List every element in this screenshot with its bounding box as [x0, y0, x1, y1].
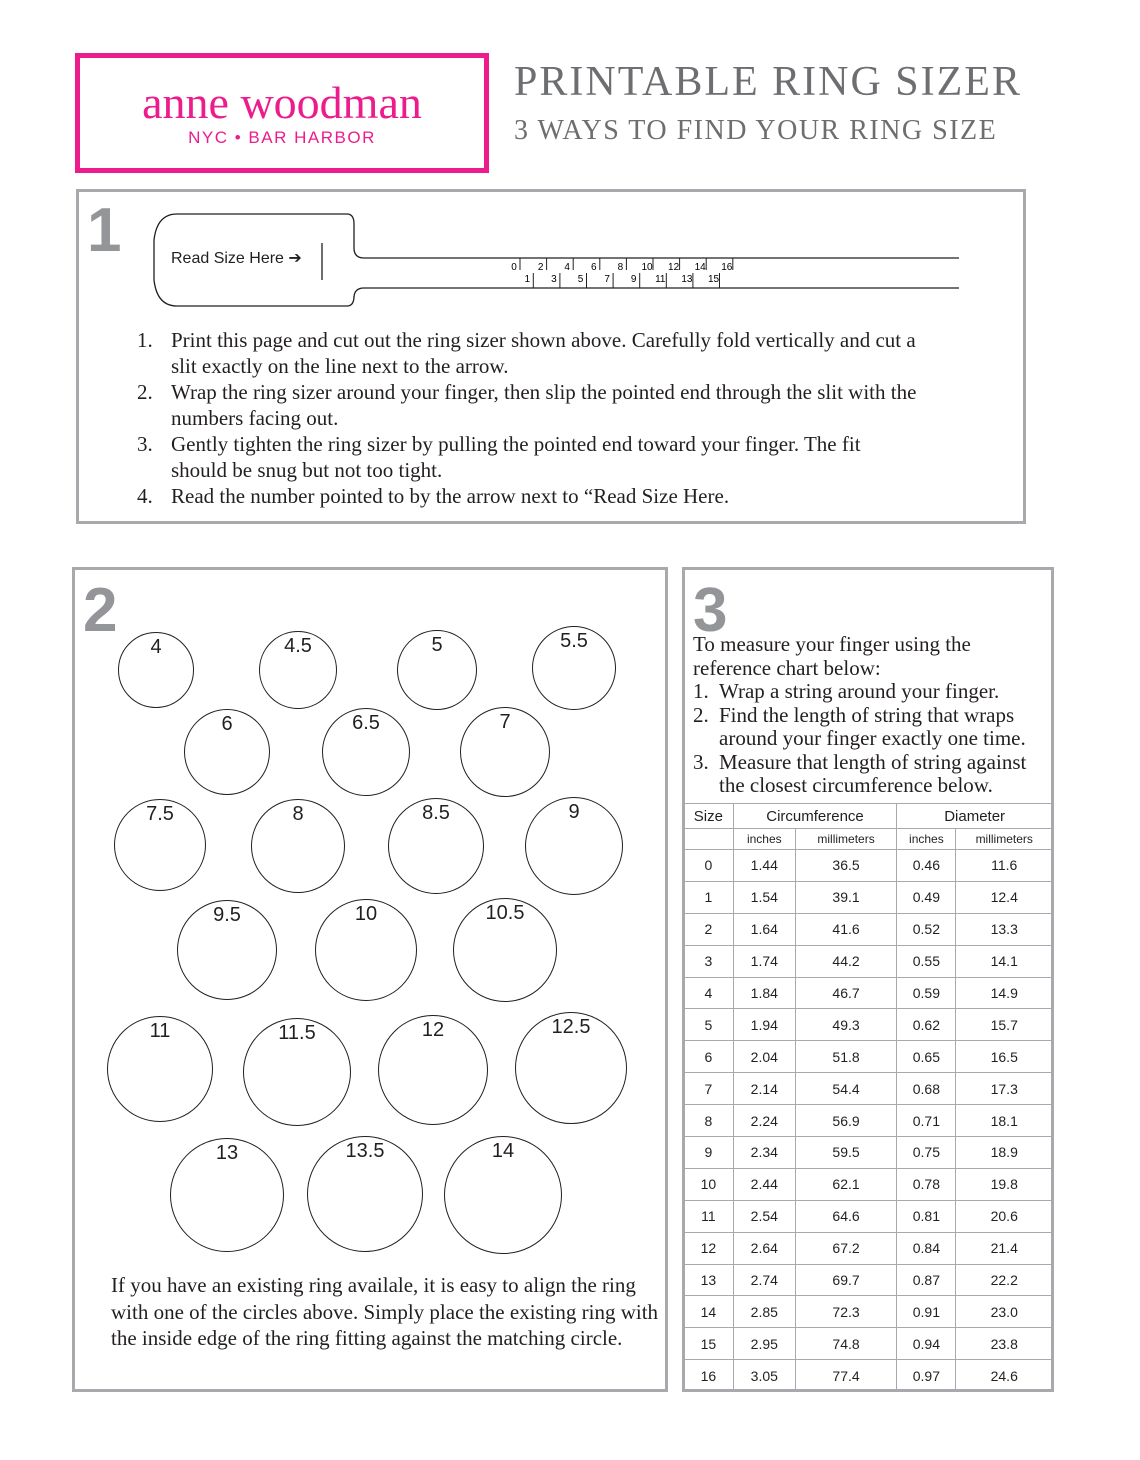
table-cell: 54.4: [795, 1073, 896, 1105]
table-cell: 19.8: [956, 1168, 1052, 1200]
ring-size-label: 11.5: [278, 1022, 316, 1044]
table-cell: 0.46: [897, 850, 956, 882]
table-cell: 16: [684, 1360, 733, 1392]
table-cell: 36.5: [795, 850, 896, 882]
table-cell: 62.1: [795, 1168, 896, 1200]
ring-size-label: 9.5: [213, 904, 241, 926]
table-cell: 15: [684, 1328, 733, 1360]
table-row: [684, 1360, 1052, 1392]
table-cell: 46.7: [795, 977, 896, 1009]
step-text: Gently tighten the ring sizer by pulling the pointed end toward your finger. The fit should be snug but not too tight.: [171, 432, 861, 482]
ring-size-label: 5.5: [560, 630, 588, 652]
ruler-label: 3: [551, 274, 557, 285]
table-row: [684, 1232, 1052, 1264]
ruler-label: 6: [591, 262, 597, 273]
ruler-label: 12: [668, 262, 680, 273]
table-row: [684, 1073, 1052, 1105]
table-cell: 67.2: [795, 1232, 896, 1264]
subheader: inches: [897, 829, 956, 850]
ruler-label: 1: [524, 274, 531, 285]
table-cell: 77.4: [795, 1360, 896, 1392]
section-1: [76, 189, 1026, 524]
table-cell: 16.5: [956, 1041, 1052, 1073]
section-number: 1: [87, 196, 122, 265]
table-cell: 2.44: [733, 1168, 795, 1200]
ruler-label: 0: [511, 262, 517, 273]
table-cell: 74.8: [795, 1328, 896, 1360]
table-cell: 1.94: [733, 1009, 795, 1041]
step-text: Measure that length of string against the closest circumference below.: [719, 749, 1027, 797]
step-number: 3.: [693, 749, 709, 774]
table-cell: 59.5: [795, 1137, 896, 1169]
table-cell: 23.8: [956, 1328, 1052, 1360]
table-cell: 8: [684, 1105, 733, 1137]
table-cell: 49.3: [795, 1009, 896, 1041]
instructions-list: [137, 327, 917, 509]
table-cell: 2.95: [733, 1328, 795, 1360]
table-cell: 64.6: [795, 1200, 896, 1232]
table-cell: 0.62: [897, 1009, 956, 1041]
ruler-label: 10: [641, 262, 653, 273]
ring-size-label: 13.5: [345, 1140, 385, 1162]
ring-size-label: 7: [499, 711, 511, 733]
page-subtitle: 3 WAYS TO FIND YOUR RING SIZE: [514, 115, 998, 146]
step-text: Find the length of string that wraps around your finger exactly one time.: [719, 702, 1026, 750]
section-number: 2: [83, 576, 118, 645]
table-cell: 10: [684, 1168, 733, 1200]
header-size: Size: [684, 804, 733, 829]
ring-size-label: 4: [150, 636, 162, 658]
step-number: 2.: [693, 702, 709, 727]
table-row: [684, 913, 1052, 945]
table-cell: 1: [684, 881, 733, 913]
ruler-label: 13: [681, 274, 693, 285]
table-cell: 1.64: [733, 913, 795, 945]
table-cell: 44.2: [795, 945, 896, 977]
table-cell: 2.24: [733, 1105, 795, 1137]
table-cell: 2.64: [733, 1232, 795, 1264]
list-item: [137, 379, 917, 431]
table-cell: 0.91: [897, 1296, 956, 1328]
table-cell: 18.1: [956, 1105, 1052, 1137]
table-cell: 0.68: [897, 1073, 956, 1105]
ruler-label: 4: [564, 262, 570, 273]
ring-size-label: 8.5: [422, 802, 450, 824]
ring-size-label: 12: [421, 1019, 445, 1041]
ring-size-label: 7.5: [146, 803, 174, 825]
table-cell: 0.97: [897, 1360, 956, 1392]
table-cell: 18.9: [956, 1137, 1052, 1169]
intro-text: To measure your finger using the reference chart below:: [693, 632, 971, 680]
table-cell: 0.75: [897, 1137, 956, 1169]
table-row: [684, 1296, 1052, 1328]
step-number: 4.: [137, 484, 153, 508]
table-row: [684, 1137, 1052, 1169]
ring-size-label: 11: [149, 1020, 171, 1042]
table-row: [684, 1009, 1052, 1041]
page-title: PRINTABLE RING SIZER: [514, 59, 1022, 105]
table-cell: 0.52: [897, 913, 956, 945]
header-circumference: Circumference: [733, 804, 897, 829]
table-cell: 11.6: [956, 850, 1052, 882]
table-cell: 41.6: [795, 913, 896, 945]
table-row: [684, 1168, 1052, 1200]
table-cell: 21.4: [956, 1232, 1052, 1264]
table-cell: 5: [684, 1009, 733, 1041]
subheader: millimeters: [956, 829, 1052, 850]
table-row: [684, 1328, 1052, 1360]
header-diameter: Diameter: [897, 804, 1052, 829]
table-cell: 2.74: [733, 1264, 795, 1296]
table-cell: 0.65: [897, 1041, 956, 1073]
subheader: inches: [733, 829, 795, 850]
table-cell: 2.04: [733, 1041, 795, 1073]
ring-size-label: 6.5: [352, 712, 380, 734]
ring-size-label: 14: [491, 1140, 515, 1162]
ring-size-label: 6: [221, 713, 233, 735]
ruler-label: 14: [694, 262, 706, 273]
table-cell: 2.54: [733, 1200, 795, 1232]
step-number: 2.: [137, 380, 153, 404]
list-item: [137, 431, 917, 483]
table-cell: 22.2: [956, 1264, 1052, 1296]
table-cell: 0.71: [897, 1105, 956, 1137]
table-cell: 1.84: [733, 977, 795, 1009]
ring-size-label: 13: [215, 1142, 239, 1164]
ruler-label: 7: [604, 274, 610, 285]
ruler-label: 2: [537, 262, 544, 273]
ruler-label: 5: [577, 274, 584, 285]
table-cell: 12: [684, 1232, 733, 1264]
table-cell: 14: [684, 1296, 733, 1328]
list-item: [137, 483, 917, 509]
table-cell: 0.94: [897, 1328, 956, 1360]
table-cell: 12.4: [956, 881, 1052, 913]
table-cell: 2.34: [733, 1137, 795, 1169]
table-cell: 0.81: [897, 1200, 956, 1232]
table-cell: 51.8: [795, 1041, 896, 1073]
ruler-label: 16: [721, 262, 733, 273]
ring-size-label: 4.5: [284, 635, 312, 657]
table-cell: 0.55: [897, 945, 956, 977]
table-cell: 0.49: [897, 881, 956, 913]
table-row: [684, 1105, 1052, 1137]
table-row: [684, 881, 1052, 913]
table-row: [684, 945, 1052, 977]
brand-tagline: NYC • BAR HARBOR: [188, 128, 376, 147]
arrow-right-icon: ➔: [288, 250, 302, 267]
subheader-blank: [684, 829, 733, 850]
table-cell: 7: [684, 1073, 733, 1105]
table-cell: 3.05: [733, 1360, 795, 1392]
table-cell: 24.6: [956, 1360, 1052, 1392]
ring-size-label: 5: [431, 634, 443, 656]
table-cell: 14.1: [956, 945, 1052, 977]
table-cell: 4: [684, 977, 733, 1009]
read-size-label: [171, 248, 302, 268]
table-row: [684, 850, 1052, 882]
brand-name: anne woodman: [142, 77, 422, 128]
table-cell: 69.7: [795, 1264, 896, 1296]
step-text: Read the number pointed to by the arrow next to “Read Size Here.: [171, 484, 730, 508]
circle-instructions: If you have an existing ring availale, it is easy to align the ring with one of the circles above. Simply place the existing ring with the inside edge of the ring fitting against the matching circle.: [111, 1273, 659, 1350]
size-chart-table: [684, 803, 1052, 1392]
table-row: [684, 1041, 1052, 1073]
table-cell: 13: [684, 1264, 733, 1296]
table-cell: 0.87: [897, 1264, 956, 1296]
table-cell: 56.9: [795, 1105, 896, 1137]
list-item: [693, 751, 1053, 798]
ruler-label: 8: [617, 262, 624, 273]
list-item: [137, 327, 917, 379]
table-cell: 72.3: [795, 1296, 896, 1328]
table-cell: 13.3: [956, 913, 1052, 945]
table-cell: 1.54: [733, 881, 795, 913]
list-item: [693, 704, 1053, 751]
table-row: [684, 977, 1052, 1009]
table-cell: 6: [684, 1041, 733, 1073]
table-cell: 39.1: [795, 881, 896, 913]
table-cell: 2.85: [733, 1296, 795, 1328]
ring-size-label: 12.5: [551, 1016, 591, 1038]
table-cell: 14.9: [956, 977, 1052, 1009]
step-number: 1.: [137, 328, 153, 352]
table-cell: 0: [684, 850, 733, 882]
table-cell: 0.59: [897, 977, 956, 1009]
table-cell: 0.78: [897, 1168, 956, 1200]
chart-instructions: [693, 633, 1053, 798]
table-row: [684, 1200, 1052, 1232]
table-cell: 3: [684, 945, 733, 977]
table-row: [684, 1264, 1052, 1296]
table-cell: 17.3: [956, 1073, 1052, 1105]
step-number: 3.: [137, 432, 153, 456]
list-item: [693, 680, 1053, 704]
ruler-label: 15: [707, 274, 720, 285]
ruler-label: 9: [630, 274, 637, 285]
step-number: 1.: [693, 679, 709, 703]
ring-size-label: 10.5: [485, 902, 525, 924]
table-cell: 1.44: [733, 850, 795, 882]
ring-size-label: 8: [292, 803, 304, 825]
table-cell: 11: [684, 1200, 733, 1232]
ring-size-label: 9: [568, 801, 580, 823]
table-cell: 2: [684, 913, 733, 945]
table-cell: 23.0: [956, 1296, 1052, 1328]
table-cell: 1.74: [733, 945, 795, 977]
step-text: Wrap the ring sizer around your finger, then slip the pointed end through the slit with the numbers facing out.: [171, 380, 917, 430]
step-text: Wrap a string around your finger.: [719, 679, 1000, 703]
ruler-label: 11: [655, 274, 666, 285]
step-text: Print this page and cut out the ring sizer shown above. Carefully fold vertically and cut a slit exactly on the line next to the arrow.: [171, 328, 916, 378]
read-size-text: Read Size Here: [171, 250, 284, 267]
subheader: millimeters: [795, 829, 896, 850]
table-cell: 0.84: [897, 1232, 956, 1264]
ring-size-label: 10: [354, 903, 378, 925]
table-cell: 20.6: [956, 1200, 1052, 1232]
brand-logo: [75, 53, 489, 173]
table-cell: 2.14: [733, 1073, 795, 1105]
section-number: 3: [693, 576, 728, 645]
instructions-list: [693, 680, 1053, 798]
table-cell: 15.7: [956, 1009, 1052, 1041]
table-cell: 9: [684, 1137, 733, 1169]
